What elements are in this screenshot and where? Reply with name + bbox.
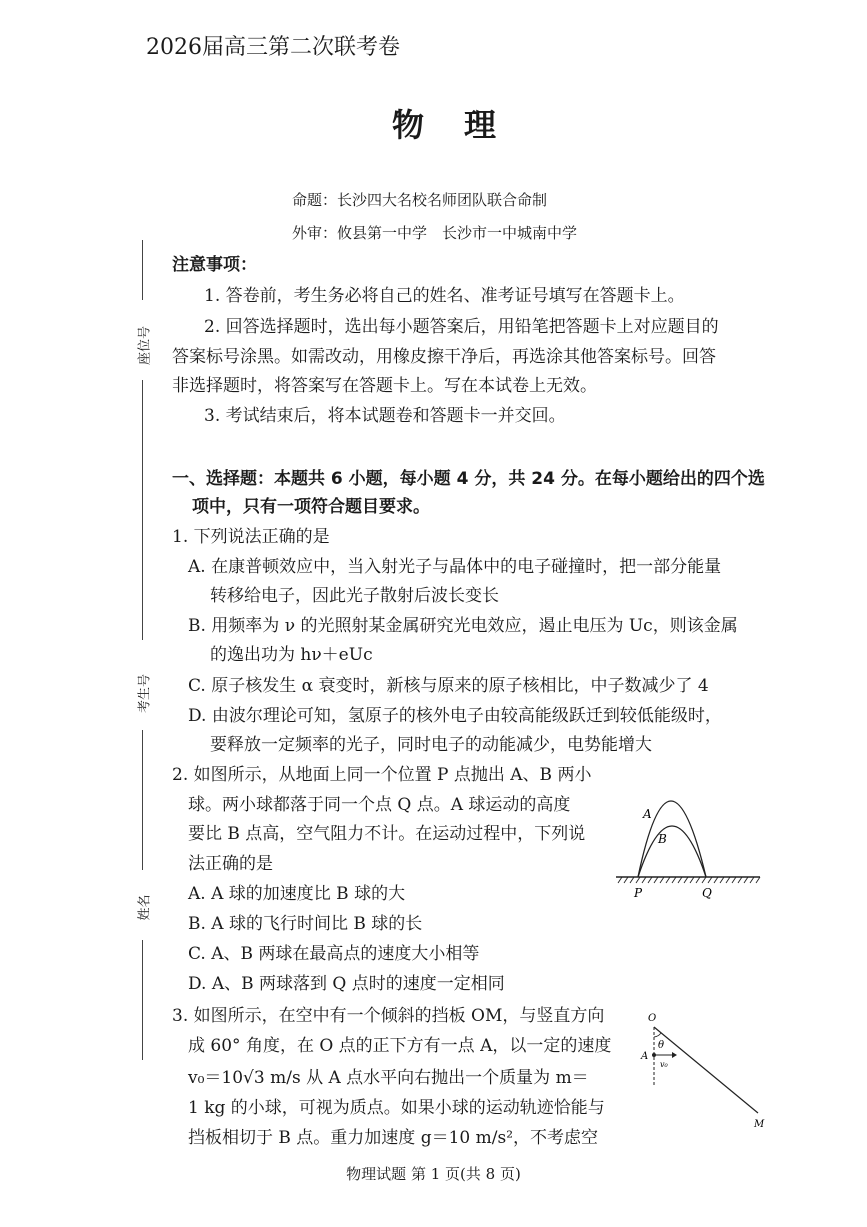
authors: 命题：长沙四大名校名师团队联合命制 [292,191,548,209]
q1-option-d: D. 由波尔理论可知，氢原子的核外电子由较高能级跃迁到较低能级时， [188,706,722,726]
q2-stem: 球。两小球都落于同一个点 Q 点。A 球运动的高度 [188,795,571,815]
label-a: A [643,807,652,821]
page-footer: 物理试题 第 1 页(共 8 页) [346,1165,521,1183]
label-q: Q [702,886,712,900]
label-theta: θ [658,1040,665,1051]
section-heading: 一、选择题：本题共 6 小题，每小题 4 分，共 24 分。在每小题给出的四个选 [172,469,765,489]
q3-stem: v₀＝10√3 m/s 从 A 点水平向右抛出一个质量为 m＝ [188,1068,589,1088]
notice-line: 3. 考试结束后，将本试题卷和答题卡一并交回。 [204,406,566,426]
q1-stem: 1. 下列说法正确的是 [172,527,330,547]
reviewers: 外审：攸县第一中学 长沙市一中城南中学 [292,224,578,242]
label-b: B [658,832,667,846]
margin-line [142,940,143,1060]
candidate-number-label: 考生号 [137,674,153,714]
q1-option-c: C. 原子核发生 α 衰变时，新核与原来的原子核相比，中子数减少了 4 [188,676,709,696]
q1-option-b-cont: 的逸出功为 hν＋eUc [210,645,373,665]
q1-option-d-cont: 要释放一定频率的光子，同时电子的动能减少，电势能增大 [210,735,652,755]
q2-option-d: D. A、B 两球落到 Q 点时的速度一定相同 [188,974,505,994]
seat-number-label: 座位号 [137,326,153,366]
q2-option-a: A. A 球的加速度比 B 球的大 [188,884,406,904]
notice-line: 1. 答卷前，考生务必将自己的姓名、准考证号填写在答题卡上。 [204,286,685,306]
margin-line [142,730,143,870]
notice-line: 答案标号涂黑。如需改动，用橡皮擦干净后，再选涂其他答案标号。回答 [172,347,716,367]
exam-title: 2026届高三第二次联考卷 [146,35,400,60]
subject-title: 物理 [392,106,537,144]
margin-line [142,240,143,300]
q2-option-b: B. A 球的飞行时间比 B 球的长 [188,914,423,934]
label-a: A [641,1051,649,1062]
q2-stem: 2. 如图所示，从地面上同一个位置 P 点抛出 A、B 两小 [172,765,592,785]
section-heading: 项中，只有一项符合题目要求。 [192,497,430,517]
name-label: 姓名 [137,894,153,921]
label-o: O [648,1013,657,1024]
margin-line [142,380,143,640]
label-p: P [634,886,643,900]
q2-trajectory-figure [610,765,765,900]
notice-line: 非选择题时，将答案写在答题卡上。写在本试卷上无效。 [172,376,597,396]
q1-option-a-cont: 转移给电子，因此光子散射后波长变长 [210,586,499,606]
q1-option-b: B. 用频率为 ν 的光照射某金属研究光电效应，遏止电压为 Uc，则该金属 [188,616,738,636]
q3-stem: 3. 如图所示，在空中有一个倾斜的挡板 OM，与竖直方向 [172,1006,605,1026]
q1-option-a: A. 在康普顿效应中，当入射光子与晶体中的电子碰撞时，把一部分能量 [188,557,722,577]
label-v0: v₀ [660,1060,668,1069]
q2-stem: 法正确的是 [188,854,273,874]
q2-option-c: C. A、B 两球在最高点的速度大小相等 [188,944,480,964]
q3-stem: 1 kg 的小球，可视为质点。如果小球的运动轨迹恰能与 [188,1098,605,1118]
q2-stem: 要比 B 点高，空气阻力不计。在运动过程中，下列说 [188,824,586,844]
q3-stem: 成 60° 角度，在 O 点的正下方有一点 A，以一定的速度 [188,1036,612,1056]
notice-line: 2. 回答选择题时，选出每小题答案后，用铅笔把答题卡上对应题目的 [204,317,719,337]
q3-baffle-figure [630,1005,770,1130]
q3-stem: 挡板相切于 B 点。重力加速度 g＝10 m/s²，不考虑空 [188,1128,599,1148]
notice-heading: 注意事项： [172,255,257,275]
label-m: M [754,1119,765,1130]
